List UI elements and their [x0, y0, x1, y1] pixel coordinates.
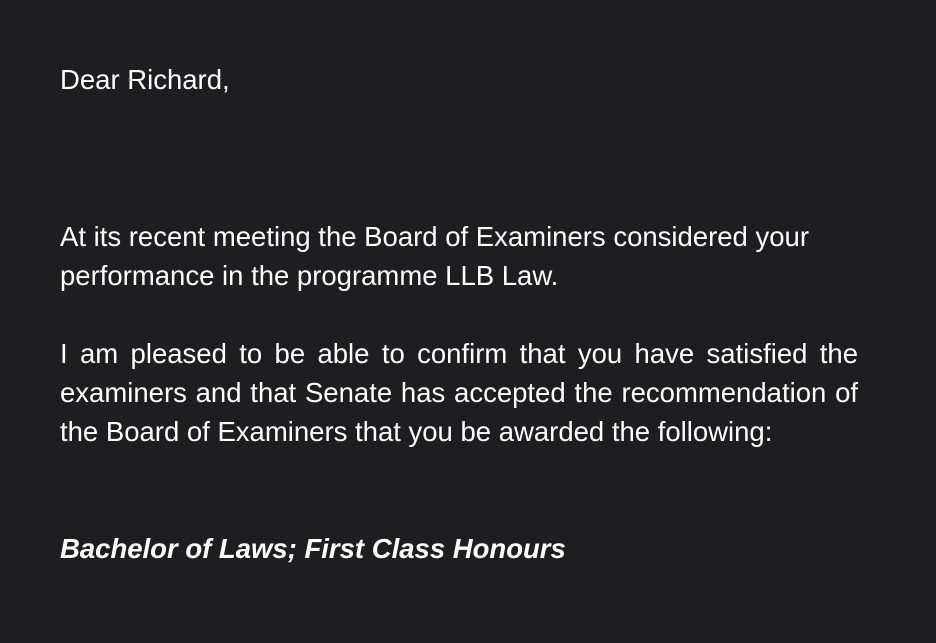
letter-paragraph-confirmation: I am pleased to be able to confirm that you have satisfied the examiners and that Senate has accepted the recommendation of the Board of Examiners that you be awarded the following:	[60, 338, 858, 447]
letter-greeting: Dear Richard,	[60, 64, 230, 95]
degree-award: Bachelor of Laws; First Class Honours	[60, 533, 566, 564]
letter-paragraph-board-meeting: At its recent meeting the Board of Examiners considered your performance in the programme LLB Law.	[60, 221, 809, 291]
